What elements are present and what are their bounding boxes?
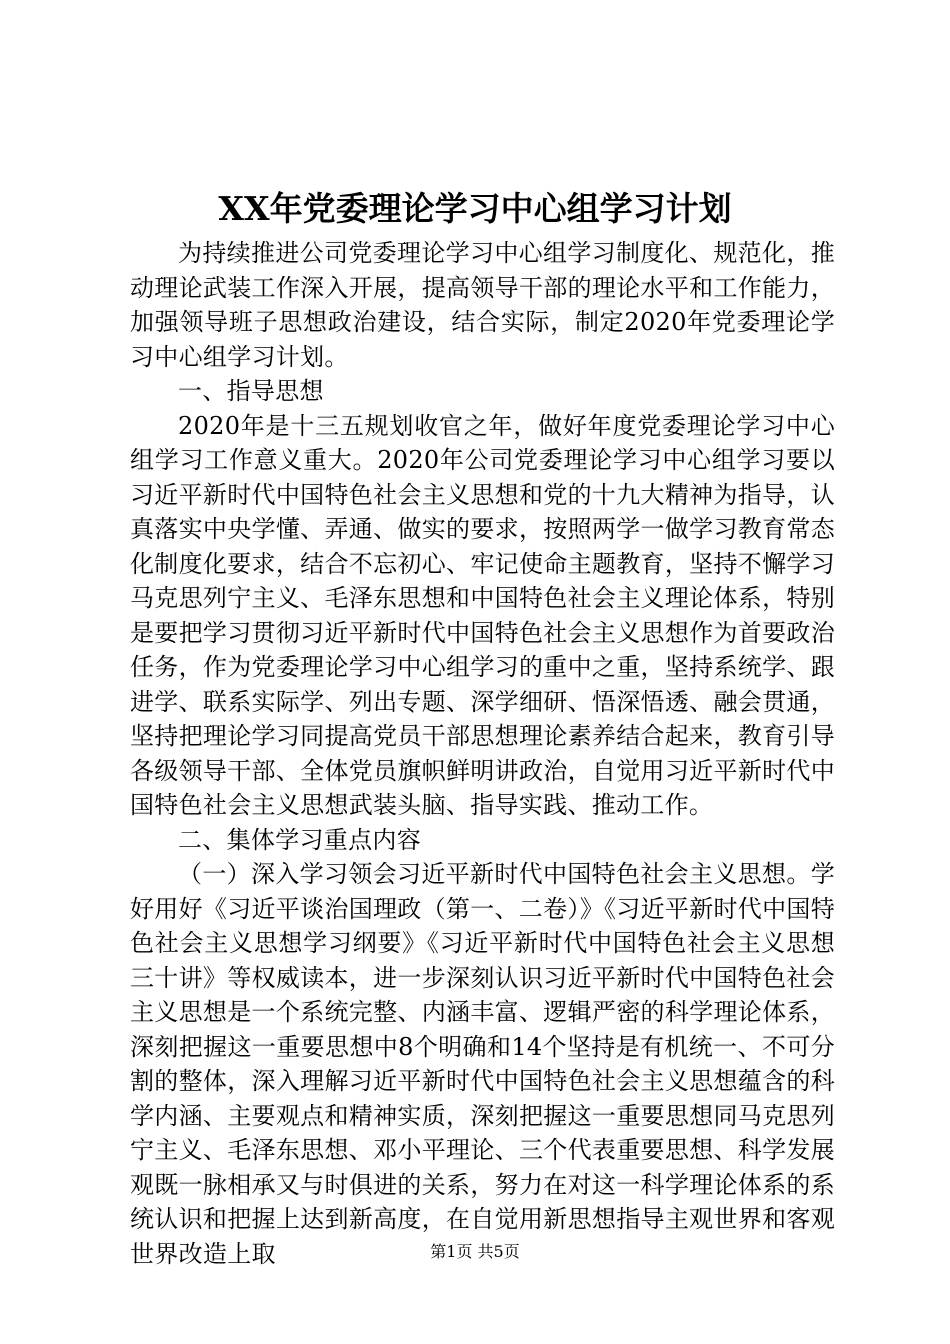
document-title: XX年党委理论学习中心组学习计划 [218, 189, 732, 228]
intro-paragraph: 为持续推进公司党委理论学习中心组学习制度化、规范化，推动理论武装工作深入开展，提高领导干部的理论水平和工作能力，加强领导班子思想政治建设，结合实际，制定2020年党委理论学习中心组学习计划。 [130, 239, 835, 371]
document-body [130, 236, 835, 1271]
page-footer: 第1页 共5页 [430, 1242, 520, 1261]
key-content-item-1: （一）深入学习领会习近平新时代中国特色社会主义思想。学好用好《习近平谈治国理政（第一、二卷）》《习近平新时代中国特色社会主义思想学习纲要》《习近平新时代中国特色社会主义思想三十讲》等权威读本，进一步深刻认识习近平新时代中国特色社会主义思想是一个系统完整、内涵丰富、逻辑严密的科学理论体系，深刻把握这一重要思想中8个明确和14个坚持是有机统一、不可分割的整体，深入理解习近平新时代中国特色社会主义思想蕴含的科学内涵、主要观点和精神实质，深刻把握这一重要思想同马克思列宁主义、毛泽东思想、邓小平理论、三个代表重要思想、科学发展观既一脉相承又与时俱进的关系，努力在对这一科学理论体系的系统认识和把握上达到新高度，在自觉用新思想指导主观世界和客观世界改造上取 [130, 860, 835, 1268]
guiding-thought-paragraph: 2020年是十三五规划收官之年，做好年度党委理论学习中心组学习工作意义重大。2020年公司党委理论学习中心组学习要以习近平新时代中国特色社会主义思想和党的十九大精神为指导，认真落实中央学懂、弄通、做实的要求，按照两学一做学习教育常态化制度化要求，结合不忘初心、牢记使命主题教育，坚持不懈学习马克思列宁主义、毛泽东思想和中国特色社会主义理论体系，特别是要把学习贯彻习近平新时代中国特色社会主义思想作为首要政治任务，作为党委理论学习中心组学习的重中之重，坚持系统学、跟进学、联系实际学、列出专题、深学细研、悟深悟透、融会贯通，坚持把理论学习同提高党员干部思想理论素养结合起来，教育引导各级领导干部、全体党员旗帜鲜明讲政治，自觉用习近平新时代中国特色社会主义思想武装头脑、指导实践、推动工作。 [130, 411, 835, 819]
section-heading-key-content: 二、集体学习重点内容 [178, 825, 421, 854]
section-heading-guiding-thought: 一、指导思想 [178, 377, 324, 405]
